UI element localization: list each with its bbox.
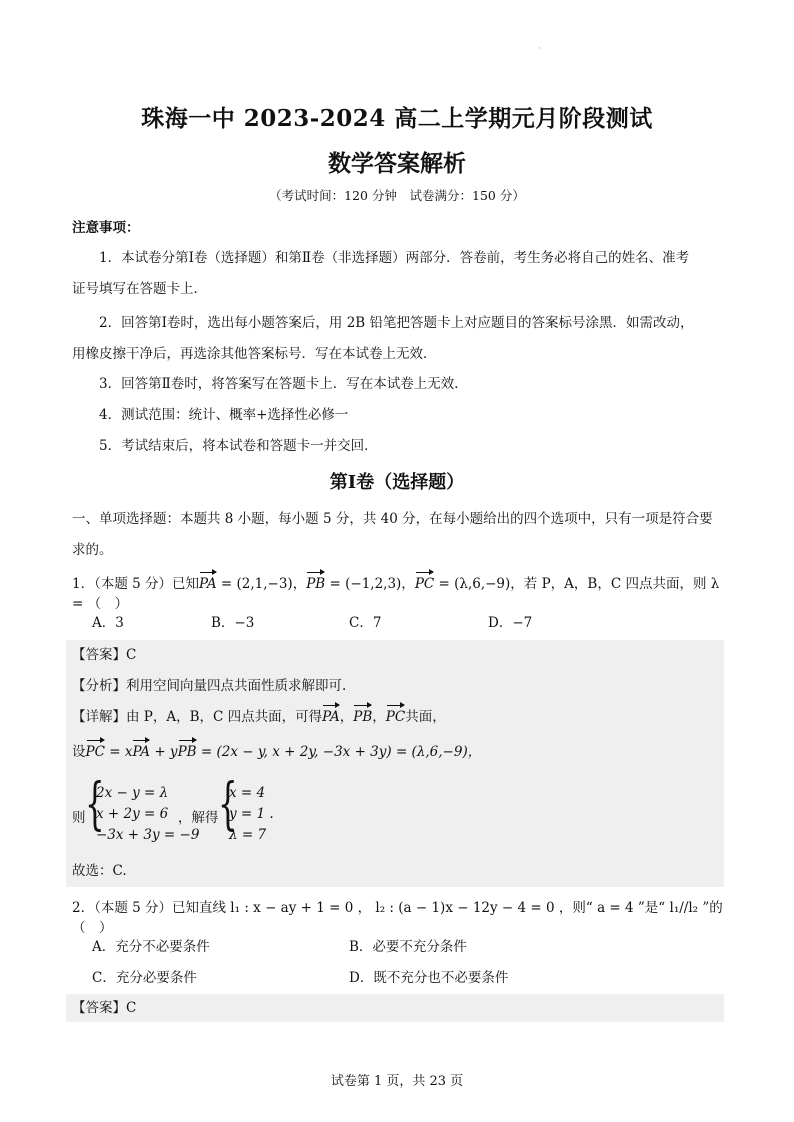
q1-prefix: 1．（本题 5 分）已知	[72, 576, 200, 592]
vector-pb: PB	[353, 709, 373, 725]
q1-option-a: A．3	[92, 615, 124, 631]
question-1	[72, 574, 732, 614]
vector-pb: PB	[177, 744, 197, 760]
vector-pb: PB	[306, 576, 326, 592]
vector-pa: PA	[199, 576, 217, 592]
solution-x: x = 4	[229, 785, 266, 801]
q1-analysis: 【分析】利用空间向量四点共面性质求解即可.	[72, 678, 347, 694]
q1-then: 则	[72, 810, 86, 826]
q1-detail-suffix: 共面，	[405, 709, 446, 725]
exam-info: （考试时间：120 分钟 试卷满分：150 分）	[269, 188, 525, 203]
notice-item-5: 5．考试结束后，将本试卷和答题卡一并交回．	[99, 438, 378, 454]
notice-item-4: 4．测试范围：统计、概率+选择性必修一	[99, 407, 349, 423]
solution-y: y = 1 .	[229, 806, 274, 822]
q1-detail-prefix: 【详解】由 P，A，B，C 四点共面，可得	[72, 709, 323, 725]
system-eq-1: 2x − y = λ	[96, 785, 169, 801]
section-intro-cont: 求的。	[72, 542, 113, 558]
vector-pc: PC	[385, 709, 406, 725]
q1-conclusion: 故选：C.	[72, 863, 127, 879]
page-footer: 试卷第 1 页，共 23 页	[330, 1074, 464, 1089]
document-title: 珠海一中 2023-2024 高二上学期元月阶段测试	[141, 105, 653, 132]
q1-option-d: D．−7	[488, 615, 533, 631]
system-eq-2: x + 2y = 6	[96, 806, 169, 822]
notice-heading: 注意事项：	[72, 220, 140, 236]
q1-detail	[72, 707, 732, 727]
q1-set-suffix: = (2x − y, x + 2y, −3x + 3y) = (λ,6,−9)，	[196, 744, 482, 760]
document-subtitle: 数学答案解析	[328, 150, 466, 177]
q1-answer: 【答案】C	[72, 647, 137, 663]
section-intro: 一、单项选择题：本题共 8 小题，每小题 5 分，共 40 分，在每小题给出的四个选项中，只有一项是符合要	[72, 511, 713, 527]
q2-answer: 【答案】C	[72, 1000, 137, 1016]
notice-item-3: 3．回答第Ⅱ卷时，将答案写在答题卡上．写在本试卷上无效．	[99, 376, 468, 392]
notice-item-1: 1．本试卷分第Ⅰ卷（选择题）和第Ⅱ卷（非选择题）两部分．答卷前，考生务必将自己的姓名、准考	[99, 250, 690, 266]
q1-set-mid2: + y	[150, 744, 178, 760]
vector-pc: PC	[414, 576, 435, 592]
q1-set-mid1: = x	[104, 744, 133, 760]
right-brace: {	[218, 772, 238, 837]
section-title: 第Ⅰ卷（选择题）	[329, 472, 465, 493]
notice-item-1-cont: 证号填写在答题卡上．	[72, 281, 207, 297]
vector-pa: PA	[322, 709, 340, 725]
notice-item-2-cont: 用橡皮擦干净后，再选涂其他答案标号．写在本试卷上无效．	[72, 346, 437, 362]
question-2: 2．（本题 5 分）已知直线 l₁ : x − ay + 1 = 0 ， l₂ : (a − 1)x − 12y − 4 = 0 ，则“ a = 4 ”是“ l₁//l₂ ”的（ ）	[72, 900, 723, 936]
scan-dot: ·	[538, 44, 541, 53]
notice-item-2: 2．回答第Ⅰ卷时，选出每小题答案后，用 2B 铅笔把答题卡上对应题目的答案标号涂黑．如需改动，	[99, 315, 694, 331]
q1-option-b: B．−3	[211, 615, 255, 631]
left-brace: {	[85, 772, 105, 837]
q2-option-d: D．既不充分也不必要条件	[349, 970, 509, 986]
q2-option-c: C．充分必要条件	[92, 970, 197, 986]
q1-pb-value: = (−1,2,3)，	[325, 576, 415, 592]
solution-lambda: λ = 7	[229, 827, 267, 843]
q2-option-b: B．必要不充分条件	[349, 939, 467, 955]
q1-solve: ，解得	[178, 810, 219, 826]
vector-pc: PC	[85, 744, 105, 760]
separator: ，	[339, 709, 354, 725]
q2-option-a: A．充分不必要条件	[92, 939, 210, 955]
q1-setup	[72, 742, 732, 762]
separator: ，	[372, 709, 386, 725]
q1-pa-value: = (2,1,−3)，	[216, 576, 307, 592]
q1-option-c: C．7	[349, 615, 382, 631]
vector-pa: PA	[132, 744, 151, 760]
system-eq-3: −3x + 3y = −9	[96, 827, 200, 843]
q1-pc-value: = (λ,6,−9)，若 P，A，B，C 四点共面，则 λ = （ ）	[72, 576, 720, 612]
q1-set-prefix: 设	[72, 744, 86, 760]
